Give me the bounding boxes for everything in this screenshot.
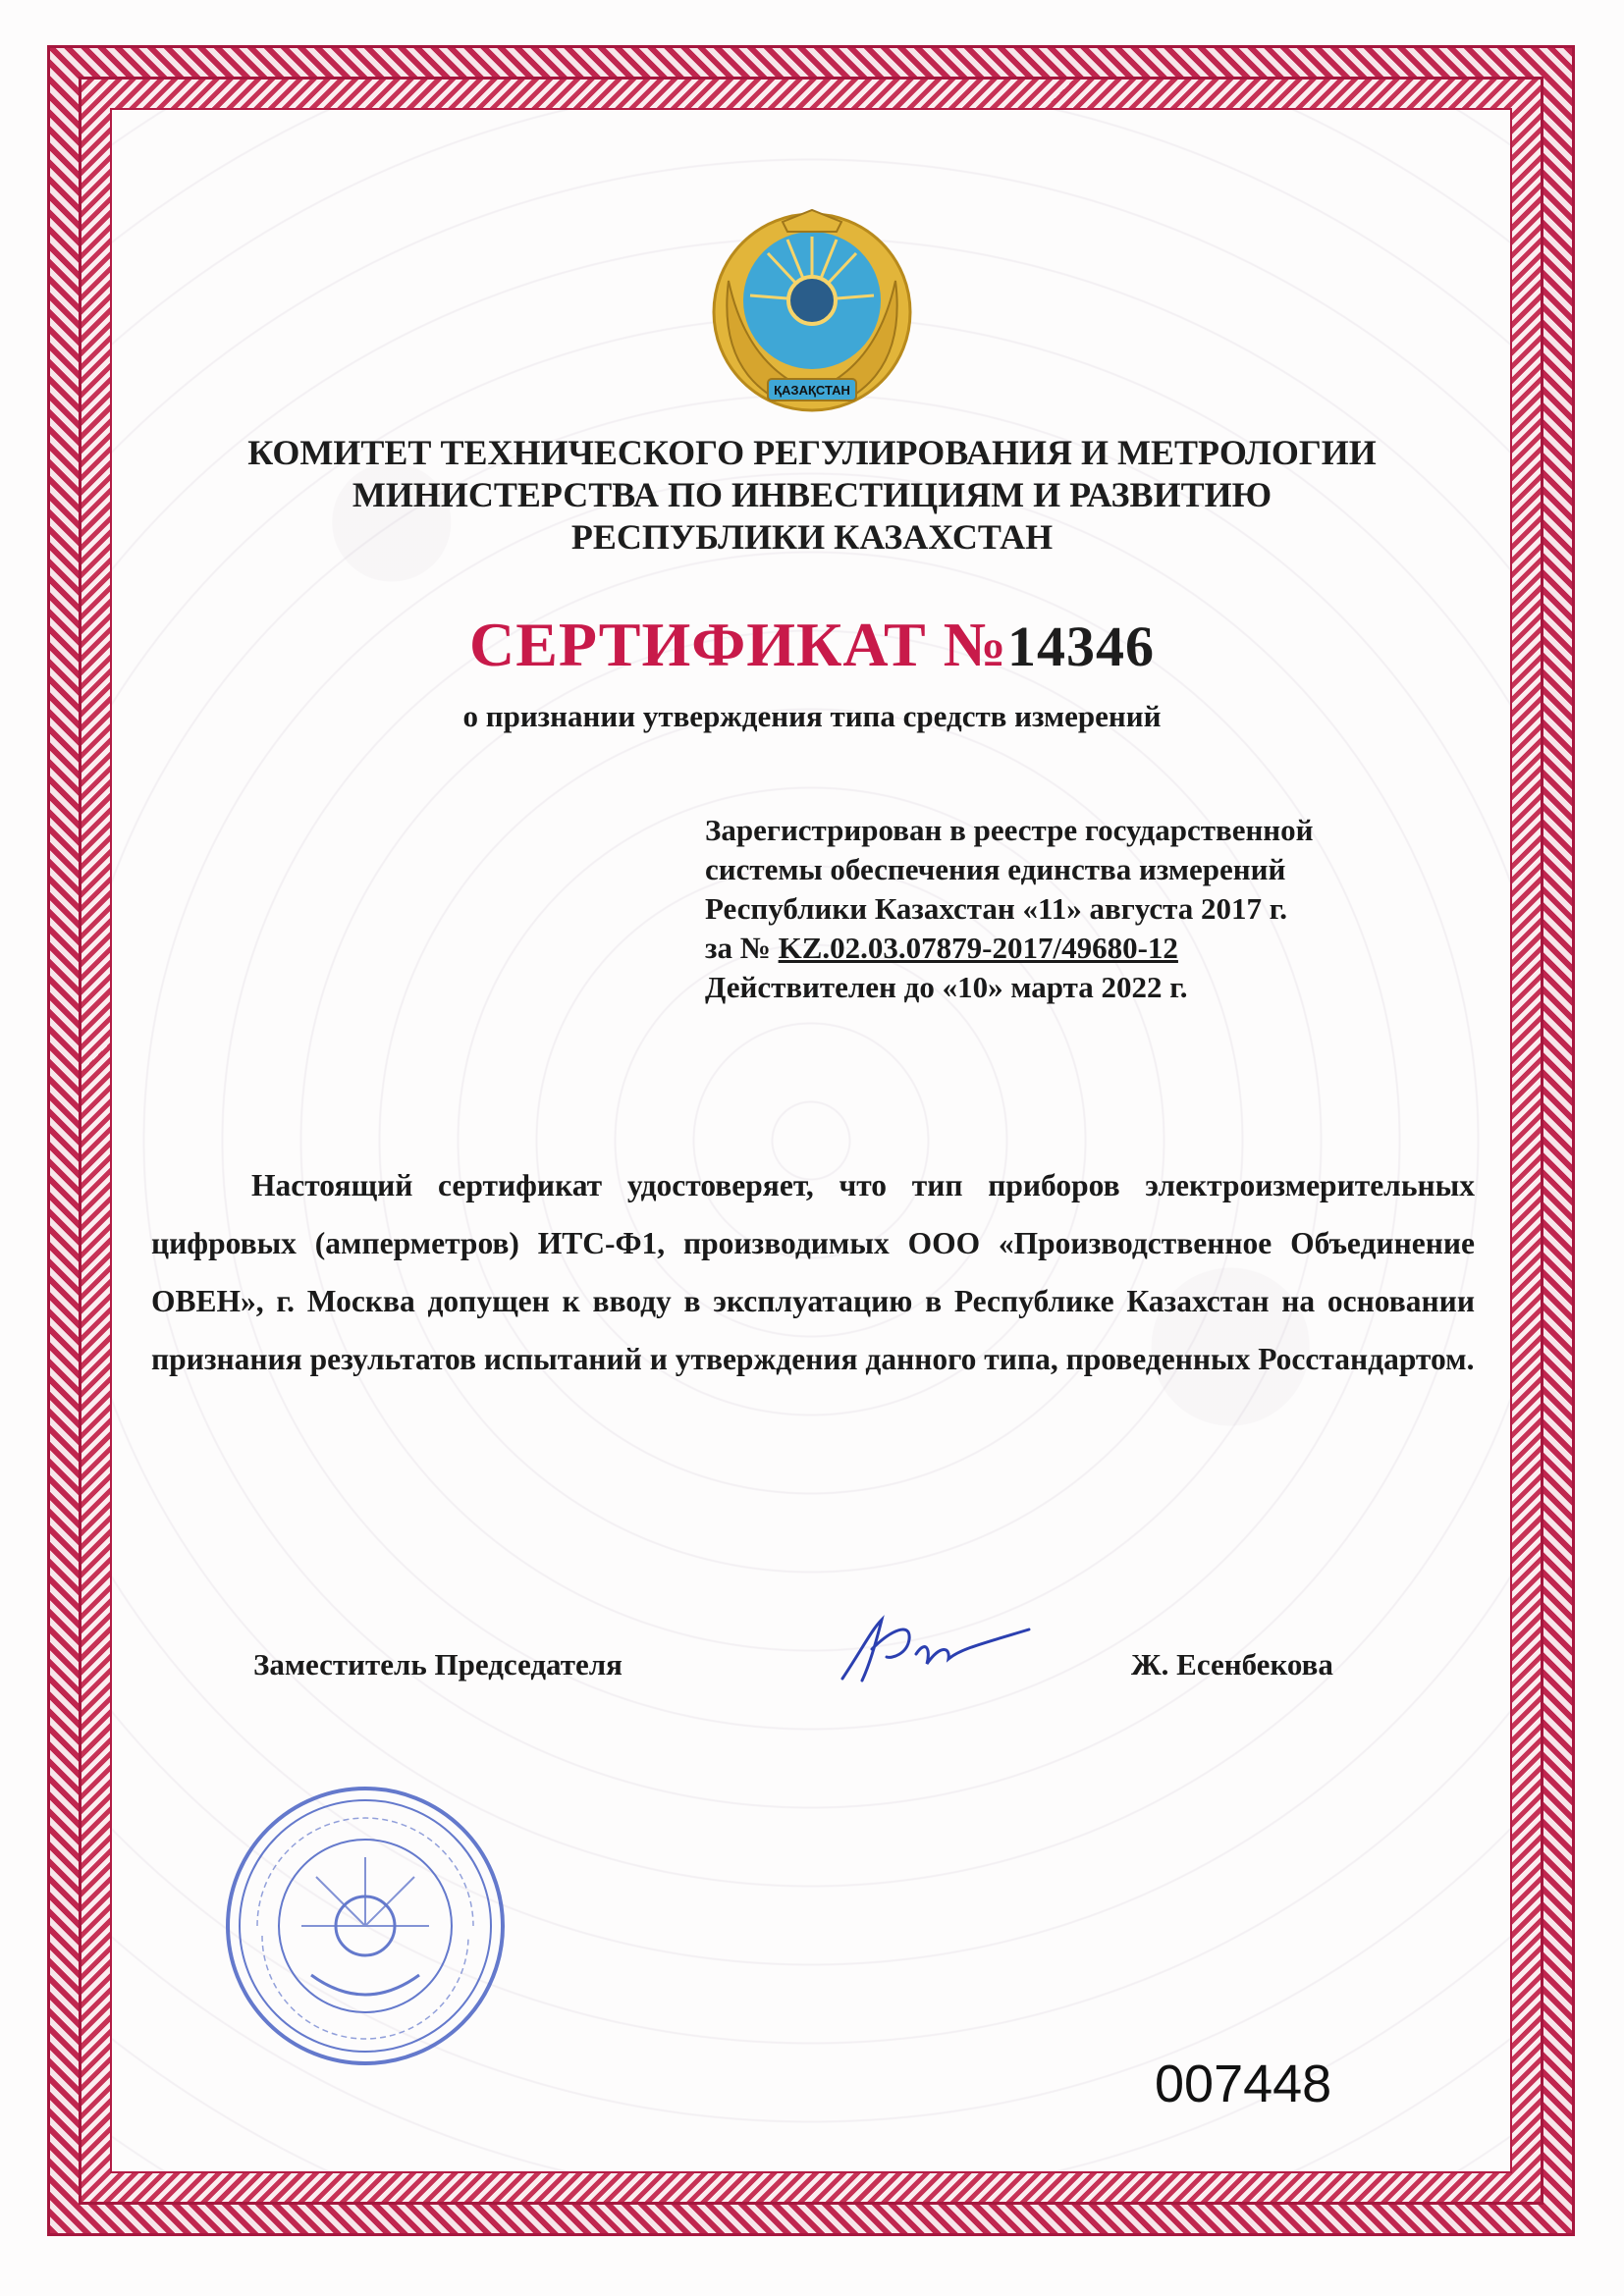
registration-line-3: Республики Казахстан «11» августа 2017 г. [705, 891, 1288, 926]
state-emblem-icon [699, 202, 925, 428]
emblem-label: ҚАЗАҚСТАН [774, 383, 850, 398]
registration-line-4 [705, 929, 1490, 968]
registration-line-1: Зарегистрирован в реестре государственной [705, 813, 1314, 847]
handwritten-signature [833, 1610, 1049, 1688]
registration-number-prefix: за № [705, 931, 779, 965]
committee-heading [137, 432, 1487, 559]
committee-line-3: РЕСПУБЛИКИ КАЗАХСТАН [570, 517, 1054, 557]
validity-line: Действителен до «10» марта 2022 г. [705, 970, 1188, 1004]
registration-block [705, 811, 1490, 1007]
committee-line-2: МИНИСТЕРСТВА ПО ИНВЕСТИЦИЯМ И РАЗВИТИЮ [352, 475, 1272, 514]
official-seal-stamp [218, 1779, 513, 2073]
certificate-title-label: СЕРТИФИКАТ № [469, 610, 1007, 679]
body-paragraph: Настоящий сертификат удостоверяет, что тип приборов электроизмерительных цифровых (амперметров) ИТС-Ф1, производимых ООО «Производственное Объединение ОВЕН», г. Москва допущен к вводу в эксплуатацию в Республике Казахстан на основании признания результатов испытаний и утверждения данного типа, проведенных Росстандартом. [151, 1168, 1475, 1376]
certificate-subtitle: о признании утверждения типа средств измерений [462, 699, 1162, 733]
registration-line-2: системы обеспечения единства измерений [705, 852, 1286, 886]
certificate-body [151, 1156, 1475, 1388]
serial-number: 007448 [1155, 2055, 1332, 2113]
certificate-title [137, 609, 1487, 681]
signatory-role: Заместитель Председателя [253, 1647, 623, 1682]
certificate-number: 14346 [1007, 614, 1155, 678]
registration-number: KZ.02.03.07879-2017/49680-12 [778, 931, 1178, 965]
committee-line-1: КОМИТЕТ ТЕХНИЧЕСКОГО РЕГУЛИРОВАНИЯ И МЕТРОЛОГИИ [247, 433, 1377, 472]
signatory-name: Ж. Есенбекова [1131, 1647, 1333, 1682]
